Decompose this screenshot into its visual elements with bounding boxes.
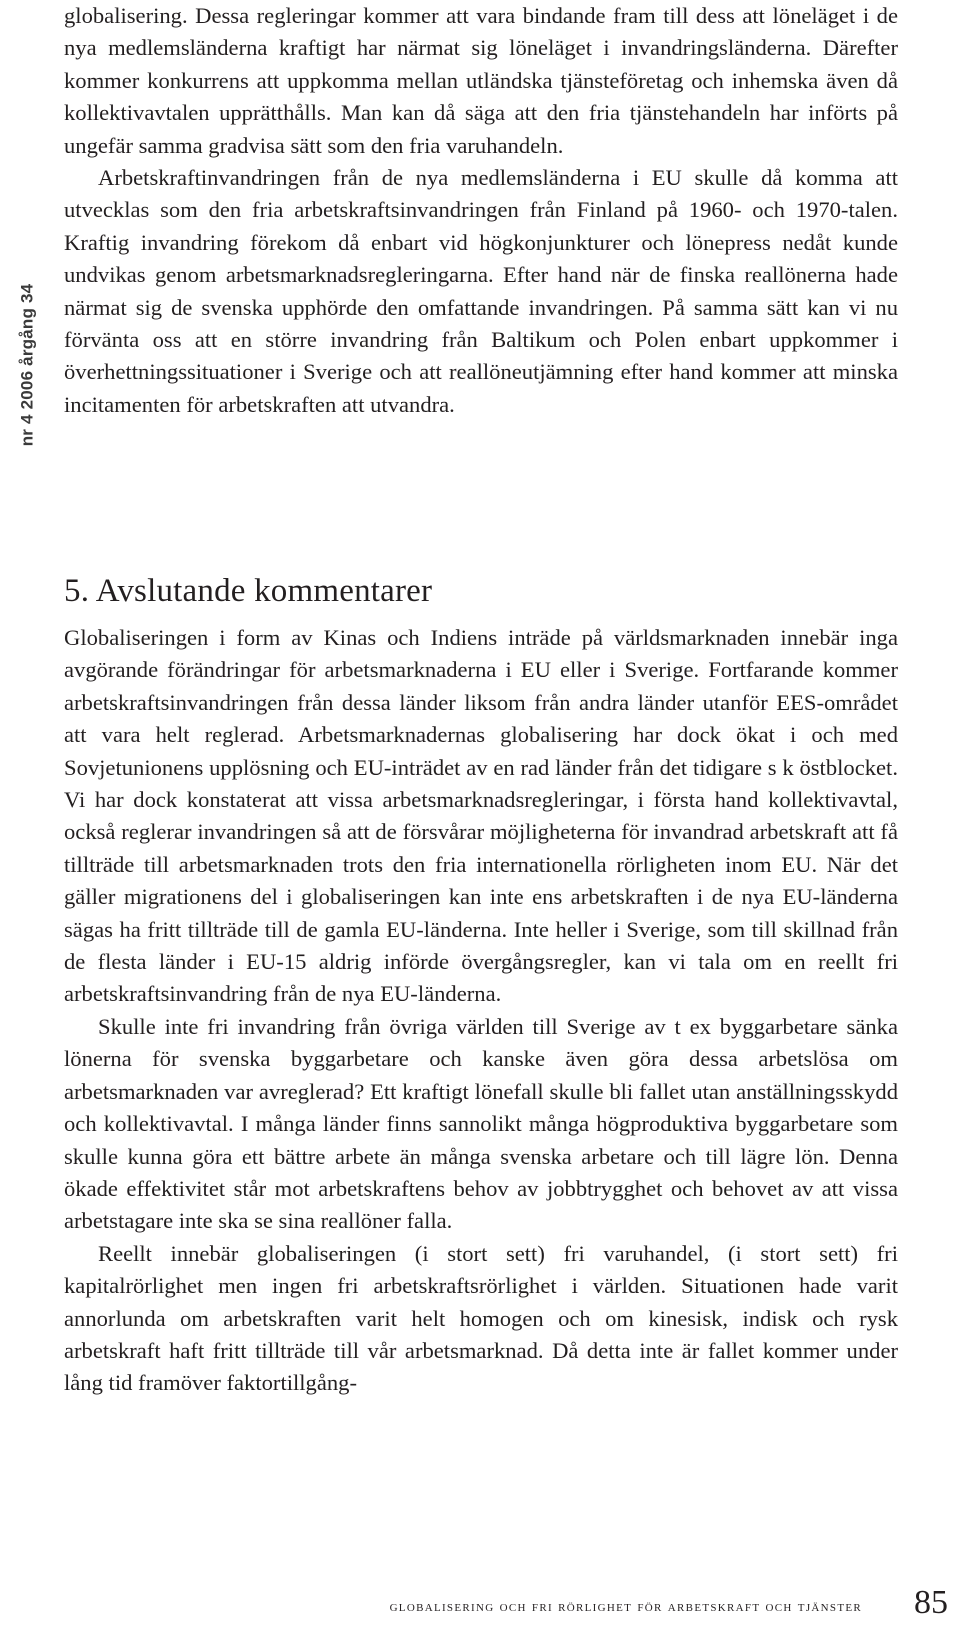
page-footer [0,1586,960,1626]
paragraph: Arbetskraftinvandringen från de nya medlemsländerna i EU skulle då komma att utvecklas som den fria arbetskraftsinvandringen från Finland på 1960- och 1970-talen. Kraftig invandring förekom då enbart vid högkonjunkturer och lönepress nedåt kunde undvikas genom arbetsmarknadsregleringarna. Efter hand när de finska reallönerna hade närmat sig de svenska upphörde den omfattande invandringen. På samma sätt kan vi nu förvänta oss att en större invandring från Baltikum och Polen enbart uppkommer i överhettningssituationer i Sverige och att reallöneutjämning efter hand kommer att minska incitamenten för arbetskraften att utvandra. [64,165,898,417]
page-number: 85 [914,1584,948,1621]
journal-issue-label [12,200,42,530]
journal-issue-text: nr 4 2006 årgång 34 [17,283,36,447]
paragraph: Skulle inte fri invandring från övriga världen till Sverige av t ex byggarbetare sänka lönerna för svenska byggarbetare och kanske även göra dessa arbetslösa om arbetsmarknaden var avreglerad? Ett kraftigt lönefall skulle bli fallet utan anställningsskydd och kollektivavtal. I många länder finns sannolikt många högproduktiva byggarbetare som skulle kunna göra ett bättre arbete än många svenska arbetare och till lägre lön. Denna ökade effektivitet står mot arbetskraftens behov av jobbtrygghet och behovet av att vissa arbetstagare inte ska se sina reallöner falla. [64,1013,898,1234]
paragraph-continuation: globalisering. Dessa regleringar kommer att vara bindande fram till dess att löneläget i de nya medlemsländerna kraftigt har närmat sig löneläget i invandringsländerna. Därefter kommer konkurrens att uppkomma mellan utländska tjänsteföretag och inhemska även då kollektivavtalen upprätthålls. Man kan då säga att den fria tjänstehandeln har införts på ungefär samma gradvisa sätt som den fria varuhandeln. [64,3,898,158]
paragraph: Reellt innebär globaliseringen (i stort sett) fri varuhandel, (i stort sett) fri kapitalrörlighet men ingen fri arbetskraftsrörlighet i världen. Situationen hade varit annorlunda om arbetskraften varit helt homogen och om kinesisk, indisk och rysk arbetskraft haft fritt tillträde till vår arbetsmarknad. Då detta inte är fallet kommer under lång tid framöver faktortillgång- [64,1240,898,1396]
section-5 [64,572,898,1400]
top-text-block [64,0,898,421]
running-title: globalisering och fri rörlighet för arbetskraft och tjänster [389,1598,862,1615]
section-heading: 5. Avslutande kommentarer [64,573,433,609]
paragraph: Globaliseringen i form av Kinas och Indiens inträde på världsmarknaden innebär inga avgörande förändringar för arbetsmarknaderna i EU eller i Sverige. Fortfarande kommer arbetskraftsinvandringen från dessa länder liksom från andra länder utanför EES-området att vara helt reglerad. Arbetsmarknadernas globalisering har dock ökat i och med Sovjetunionens upplösning och EU-inträdet av en rad länder från det tidigare s k östblocket. Vi har dock konstaterat att vissa arbetsmarknadsregleringar, i första hand kollektivavtal, också reglerar invandringen så att de försvårar möjligheterna för invandrad arbetskraft att få tillträde till arbetsmarknaden trots den fria internationella rörligheten inom EU. När det gäller migrationens del i globaliseringen kan inte ens arbetskraften i de nya EU-länderna sägas ha fritt tillträde till de gamla EU-länderna. Inte heller i Sverige, som till skillnad från de flesta länder i EU-15 aldrig införde övergångsregler, kan vi tala om en reellt fri arbetskraftsinvandring från de nya EU-länderna. [64,625,898,1007]
